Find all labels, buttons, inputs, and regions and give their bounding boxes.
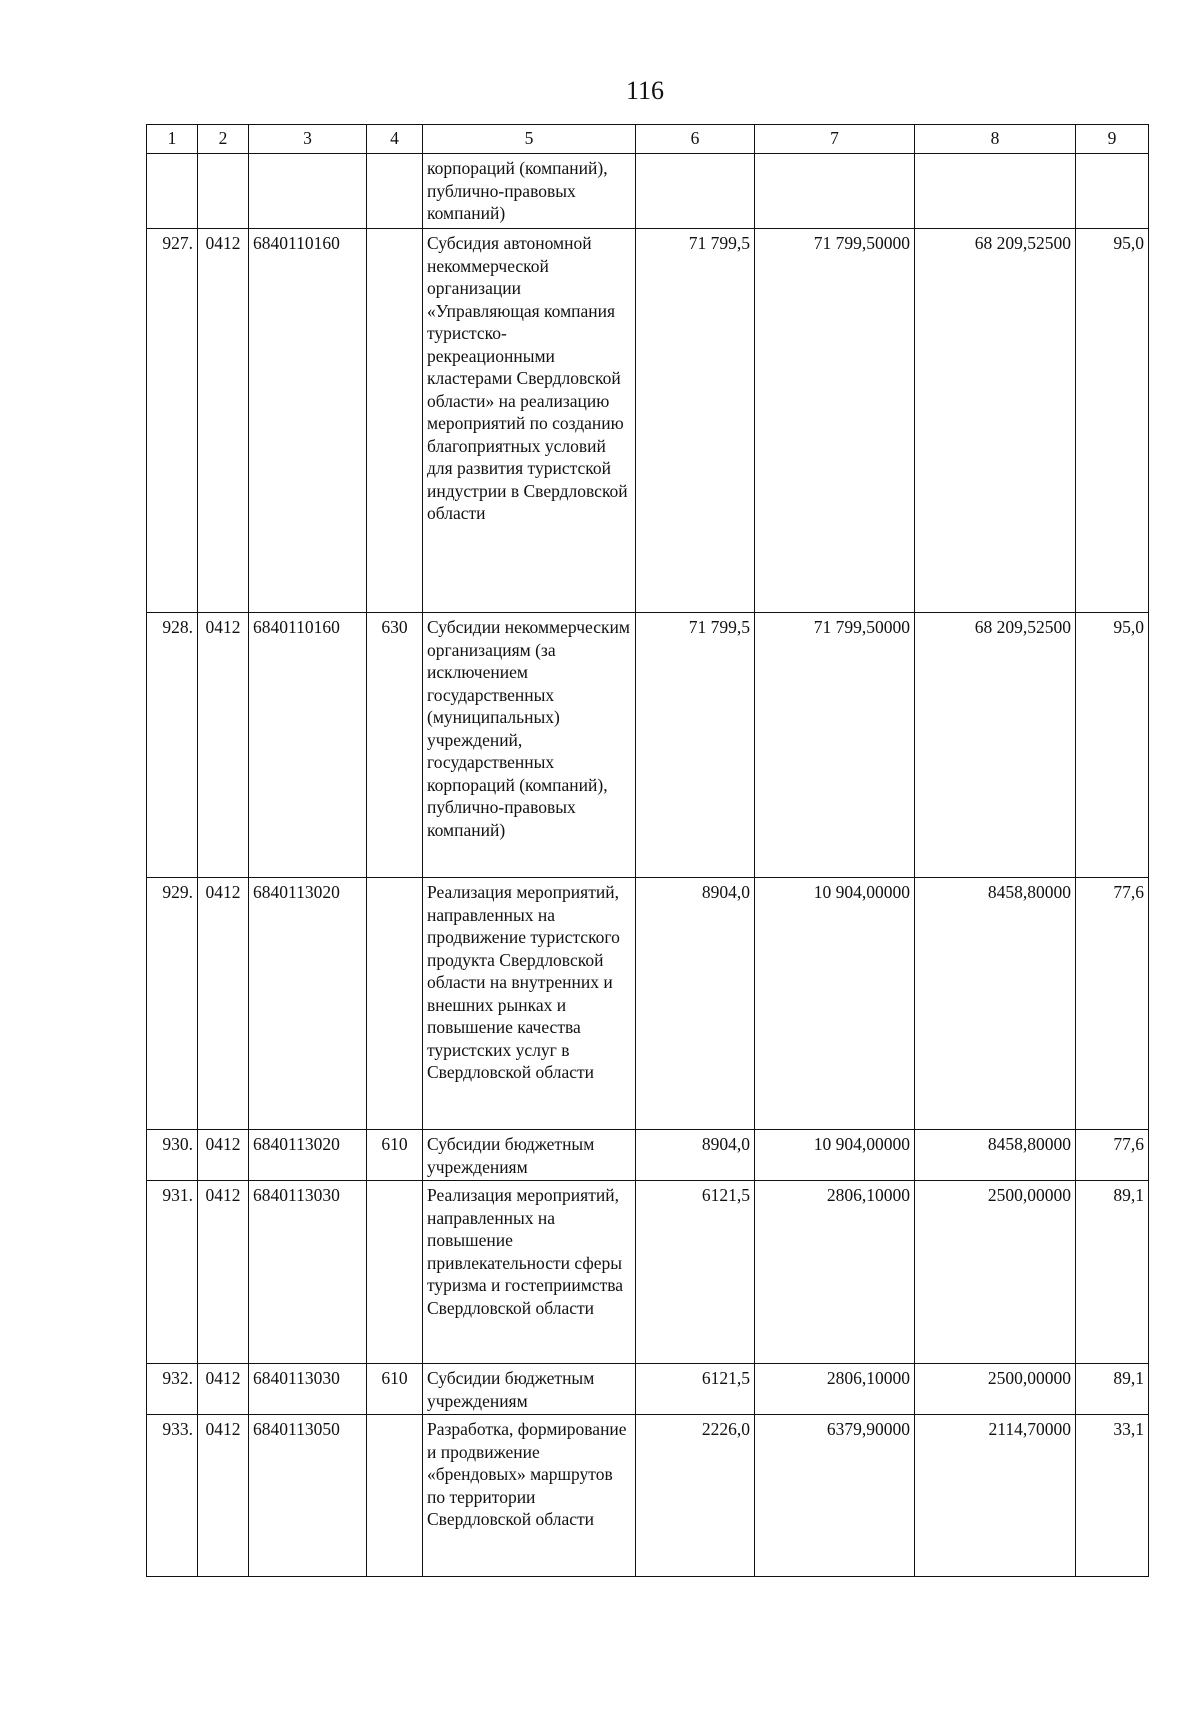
percent-cell: 95,0 xyxy=(1076,229,1149,613)
target-article-cell: 6840110160 xyxy=(249,613,367,878)
approved-cell: 2806,10000 xyxy=(755,1181,915,1364)
expense-type-cell xyxy=(367,1415,423,1577)
budget-table xyxy=(146,124,1149,1577)
section-code-cell: 0412 xyxy=(198,229,249,613)
section-code-cell: 0412 xyxy=(198,878,249,1130)
row-number-cell: 927. xyxy=(147,229,198,613)
target-article-cell: 6840113020 xyxy=(249,878,367,1130)
expense-type-cell xyxy=(367,154,423,229)
name-cell: Субсидии бюджетным учреждениям xyxy=(423,1130,636,1181)
executed-cell: 2114,70000 xyxy=(915,1415,1076,1577)
target-article-cell: 6840113050 xyxy=(249,1415,367,1577)
plan-cell: 8904,0 xyxy=(636,878,755,1130)
executed-cell: 68 209,52500 xyxy=(915,229,1076,613)
plan-cell: 71 799,5 xyxy=(636,229,755,613)
executed-cell: 8458,80000 xyxy=(915,878,1076,1130)
percent-cell: 89,1 xyxy=(1076,1181,1149,1364)
expense-type-cell xyxy=(367,1181,423,1364)
table-header-row xyxy=(147,125,1149,154)
expense-type-cell: 630 xyxy=(367,613,423,878)
approved-cell: 10 904,00000 xyxy=(755,1130,915,1181)
column-header: 5 xyxy=(423,125,636,154)
column-header: 7 xyxy=(755,125,915,154)
expense-type-cell: 610 xyxy=(367,1130,423,1181)
column-header: 4 xyxy=(367,125,423,154)
expense-type-cell xyxy=(367,878,423,1130)
percent-cell: 77,6 xyxy=(1076,1130,1149,1181)
row-number-cell: 930. xyxy=(147,1130,198,1181)
row-number-cell: 928. xyxy=(147,613,198,878)
approved-cell: 71 799,50000 xyxy=(755,229,915,613)
name-cell: Реализация мероприятий, направленных на продвижение туристского продукта Свердловской области на внутренних и внешних рынках и повышение качества туристских услуг в Свердловской области xyxy=(423,878,636,1130)
plan-cell: 6121,5 xyxy=(636,1181,755,1364)
column-header: 3 xyxy=(249,125,367,154)
table-row xyxy=(147,878,1149,1130)
column-header: 1 xyxy=(147,125,198,154)
column-header: 6 xyxy=(636,125,755,154)
plan-cell: 8904,0 xyxy=(636,1130,755,1181)
table-row xyxy=(147,1130,1149,1181)
table-row xyxy=(147,1415,1149,1577)
target-article-cell xyxy=(249,154,367,229)
row-number-cell xyxy=(147,154,198,229)
executed-cell: 2500,00000 xyxy=(915,1364,1076,1415)
name-cell: Субсидия автономной некоммерческой организации «Управляющая компания туристско-рекреационными кластерами Свердловской области» на реализацию мероприятий по созданию благоприятных условий для развития туристской индустрии в Свердловской области xyxy=(423,229,636,613)
target-article-cell: 6840113030 xyxy=(249,1181,367,1364)
executed-cell: 68 209,52500 xyxy=(915,613,1076,878)
row-number-cell: 931. xyxy=(147,1181,198,1364)
section-code-cell: 0412 xyxy=(198,613,249,878)
row-number-cell: 933. xyxy=(147,1415,198,1577)
plan-cell: 2226,0 xyxy=(636,1415,755,1577)
expense-type-cell: 610 xyxy=(367,1364,423,1415)
percent-cell xyxy=(1076,154,1149,229)
percent-cell: 95,0 xyxy=(1076,613,1149,878)
plan-cell: 6121,5 xyxy=(636,1364,755,1415)
plan-cell xyxy=(636,154,755,229)
percent-cell: 33,1 xyxy=(1076,1415,1149,1577)
table-row xyxy=(147,154,1149,229)
executed-cell: 2500,00000 xyxy=(915,1181,1076,1364)
percent-cell: 77,6 xyxy=(1076,878,1149,1130)
name-cell: Субсидии бюджетным учреждениям xyxy=(423,1364,636,1415)
column-header: 2 xyxy=(198,125,249,154)
name-cell: Разработка, формирование и продвижение «брендовых» маршрутов по территории Свердловской области xyxy=(423,1415,636,1577)
approved-cell: 10 904,00000 xyxy=(755,878,915,1130)
column-header: 9 xyxy=(1076,125,1149,154)
approved-cell: 2806,10000 xyxy=(755,1364,915,1415)
executed-cell xyxy=(915,154,1076,229)
target-article-cell: 6840113030 xyxy=(249,1364,367,1415)
section-code-cell: 0412 xyxy=(198,1364,249,1415)
expense-type-cell xyxy=(367,229,423,613)
approved-cell: 71 799,50000 xyxy=(755,613,915,878)
name-cell: корпораций (компаний), публично-правовых компаний) xyxy=(423,154,636,229)
target-article-cell: 6840113020 xyxy=(249,1130,367,1181)
section-code-cell: 0412 xyxy=(198,1130,249,1181)
name-cell: Субсидии некоммерческим организациям (за исключением государственных (муниципальных) учреждений, государственных корпораций (компаний), публично-правовых компаний) xyxy=(423,613,636,878)
column-header: 8 xyxy=(915,125,1076,154)
table-row xyxy=(147,1364,1149,1415)
table-row xyxy=(147,613,1149,878)
executed-cell: 8458,80000 xyxy=(915,1130,1076,1181)
section-code-cell: 0412 xyxy=(198,1415,249,1577)
row-number-cell: 929. xyxy=(147,878,198,1130)
target-article-cell: 6840110160 xyxy=(249,229,367,613)
approved-cell xyxy=(755,154,915,229)
plan-cell: 71 799,5 xyxy=(636,613,755,878)
percent-cell: 89,1 xyxy=(1076,1364,1149,1415)
section-code-cell: 0412 xyxy=(198,1181,249,1364)
section-code-cell xyxy=(198,154,249,229)
name-cell: Реализация мероприятий, направленных на повышение привлекательности сферы туризма и гостеприимства Свердловской области xyxy=(423,1181,636,1364)
page-number: 116 xyxy=(625,76,665,105)
approved-cell: 6379,90000 xyxy=(755,1415,915,1577)
table-row xyxy=(147,229,1149,613)
table-row xyxy=(147,1181,1149,1364)
row-number-cell: 932. xyxy=(147,1364,198,1415)
